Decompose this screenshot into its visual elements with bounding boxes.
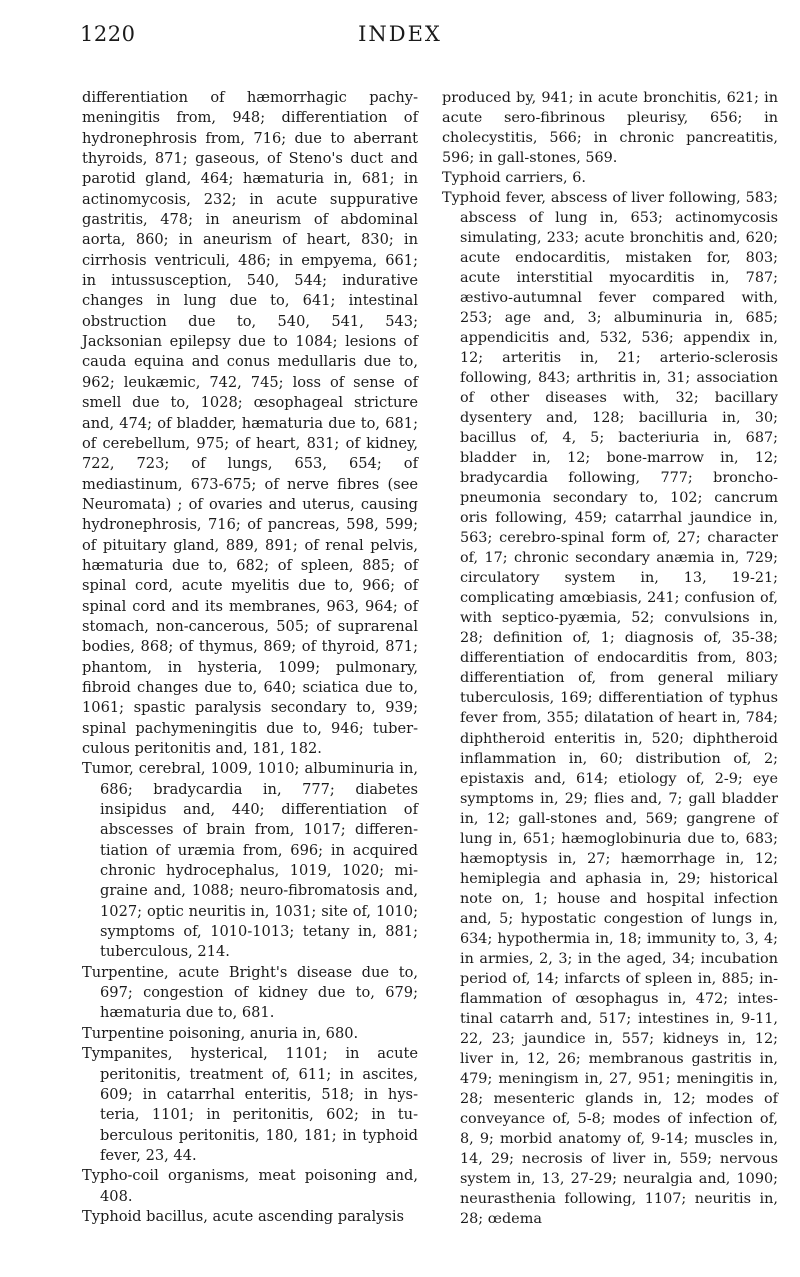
running-title: INDEX <box>358 22 442 46</box>
index-entry: Turpentine, acute Bright's disease due to, 697; congestion of kidney due to, 679; hæmaturia due to, 681. <box>82 963 418 1022</box>
index-entry: Typho-coil organisms, meat poisoning and, 408. <box>82 1167 418 1205</box>
index-entry: Typhoid bacillus, acute ascending paralysis <box>82 1207 405 1225</box>
left-column <box>82 88 418 1227</box>
index-entry: Typhoid fever, abscess of liver following, 583; abscess of lung in, 653; actinomycosis simulating, 233; acute bronchitis and, 620; acute endocarditis, mistaken for, 803; acute interstitial myocarditis in, 787; æstivo-autumnal fever compared with, 253; age and, 3; albuminuria in, 685; appendicitis and, 532, 536; appendix in, 12; arteritis in, 21; arterio-sclerosis following, 843; arthritis in, 31; association of other diseases with, 32; bacillary dysentery and, 128; bacilluria in, 30; bacillus of, 4, 5; bacteriuria in, 687; bladder in, 12; bone-marrow in, 12; bradycardia following, 777; broncho-pneumonia secondary to, 102; cancrum oris following, 459; catarrhal jaundice in, 563; cerebro-spinal form of, 27; character of, 17; chronic secondary anæmia in, 729; circulatory system in, 13, 19-21; complicating amœbiasis, 241; confusion of, with septico-pyæmia, 52; convulsions in, 28; definition of, 1; diagnosis of, 35-38; differentiation of endocarditis from, 803; differentiation of, from general miliary tuberculosis, 169; differentiation of typhus fever from, 355; dilatation of heart in, 784; diphtheroid enteritis in, 520; diphtheroid inflammation in, 60; distribution of, 2; epistaxis and, 614; etiology of, 2-9; eye symptoms in, 29; flies and, 7; gall bladder in, 12; gall-stones and, 569; gangrene of lung in, 651; hæmoglobinuria due to, 683; hæmoptysis in, 27; hæmorrhage in, 12; hemiplegia and aphasia in, 29; historical note on, 1; house and hospital infection and, 5; hypostatic congestion of lungs in, 634; hypothermia in, 18; immunity to, 3, 4; in armies, 2, 3; in the aged, 34; incubation period of, 14; infarcts of spleen in, 885; inflammation of œsophagus in, 472; intestinal catarrh and, 517; intestines in, 9-11, 22, 23; jaundice in, 557; kidneys in, 12; liver in, 12, 26; membranous gastritis in, 479; meningism in, 27, 951; meningitis in, 28; mesenteric glands in, 12; modes of conveyance of, 5-8; modes of infection of, 8, 9; morbid anatomy of, 9-14; muscles in, 14, 29; necrosis of liver in, 559; nervous system in, 13, 27-29; neuralgia and, 1090; neurasthenia following, 1107; neuritis in, 28; œdema <box>442 190 778 1227</box>
index-entry: Tumor, cerebral, 1009, 1010; albuminuria in, 686; bradycardia in, 777; diabetes insipidus and, 440; differentiation of abscesses of brain from, 1017; differentiation of uræmia from, 696; in acquired chronic hydrocephalus, 1019, 1020; migraine and, 1088; neuro-fibromatosis and, 1027; optic neuritis in, 1031; site of, 1010; symptoms of, 1010-1013; tetany in, 881; tuberculous, 214. <box>82 760 418 961</box>
index-entry: Turpentine poisoning, anuria in, 680. <box>82 1024 359 1042</box>
index-entry: differentiation of hæmorrhagic pachymeningitis from, 948; differentiation of hydronephrosis from, 716; due to aberrant thyroids, 871; gaseous, of Steno's duct and parotid gland, 464; hæmaturia in, 681; in actinomycosis, 232; in acute suppurative gastritis, 478; in aneurism of abdominal aorta, 860; in aneurism of heart, 830; in cirrhosis ventriculi, 486; in empyema, 661; in intussusception, 540, 544; indurative changes in lung due to, 641; intestinal obstruction due to, 540, 541, 543; Jacksonian epilepsy due to 1084; lesions of cauda equina and conus medullaris due to, 962; leukæmic, 742, 745; loss of sense of smell due to, 1028; œsophageal stricture and, 474; of bladder, hæmaturia due to, 681; of cerebellum, 975; of heart, 831; of kidney, 722, 723; of lungs, 653, 654; of mediastinum, 673-675; of nerve fibres (see Neuromata) ; of ovaries and uterus, causing hydronephrosis, 716; of pancreas, 598, 599; of pituitary gland, 889, 891; of renal pelvis, hæmaturia due to, 682; of spleen, 885; of spinal cord, acute myelitis due to, 966; of spinal cord and its membranes, 963, 964; of stomach, non-cancerous, 505; of suprarenal bodies, 868; of thymus, 869; of thyroid, 871; phantom, in hysteria, 1099; pulmonary, fibroid changes due to, 640; sciatica due to, 1061; spastic paralysis secondary to, 939; spinal pachymeningitis due to, 946; tuberculous peritonitis and, 181, 182. <box>82 89 418 757</box>
index-entry: Typhoid carriers, 6. <box>442 170 586 187</box>
right-column <box>442 88 778 1229</box>
page-header <box>0 22 800 62</box>
page-number: 1220 <box>80 22 136 46</box>
index-entry: produced by, 941; in acute bronchitis, 621; in acute sero-fibrinous pleurisy, 656; in cholecystitis, 566; in chronic pancreatitis, 596; in gall-stones, 569. <box>442 90 778 167</box>
index-entry: Tympanites, hysterical, 1101; in acute peritonitis, treatment of, 611; in ascites, 609; in catarrhal enteritis, 518; in hysteria, 1101; in peritonitis, 602; in tuberculous peritonitis, 180, 181; in typhoid fever, 23, 44. <box>82 1045 418 1164</box>
